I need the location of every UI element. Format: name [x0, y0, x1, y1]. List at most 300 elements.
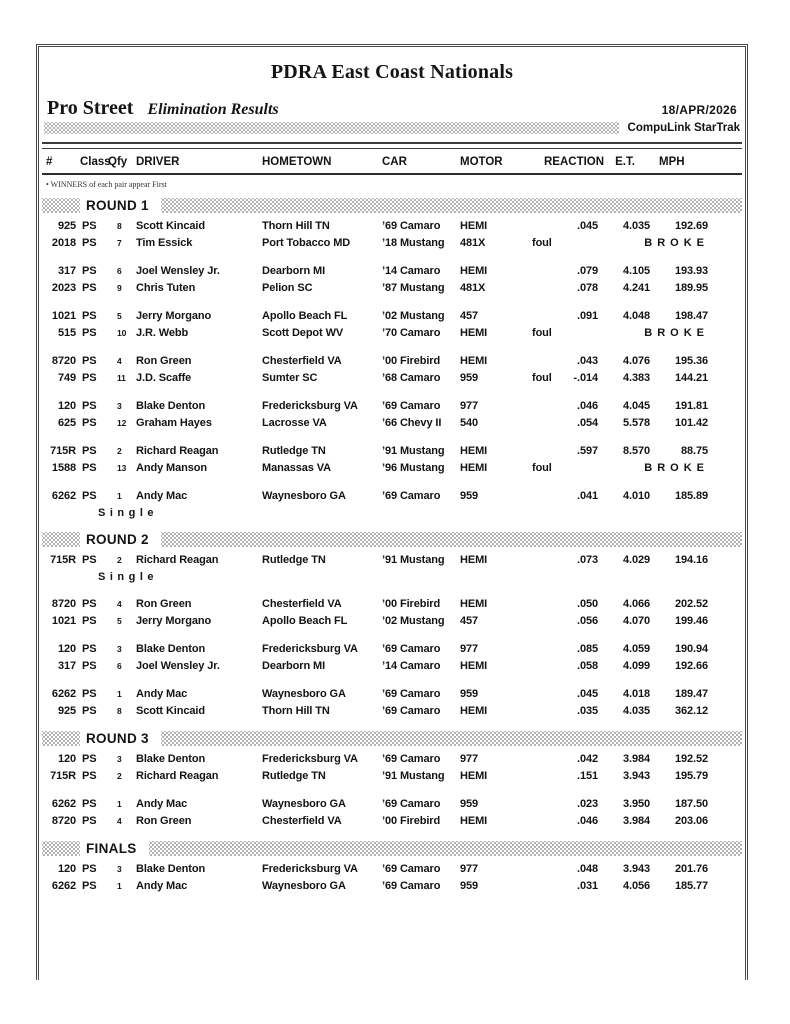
section-header: [42, 841, 742, 856]
elapsed-time: 5.578: [622, 417, 650, 429]
elapsed-time: 4.035: [622, 220, 650, 232]
entry-class: PS: [82, 265, 97, 277]
qualify-position: 1: [117, 491, 122, 501]
entry-class: PS: [82, 705, 97, 717]
driver-name: Andy Mac: [136, 880, 188, 892]
report-type: Elimination Results: [147, 101, 279, 118]
motor: 977: [460, 400, 479, 412]
motor: HEMI: [460, 220, 488, 232]
qualify-position: 8: [117, 706, 122, 716]
elapsed-time: 4.010: [622, 490, 650, 502]
entry-number: 925: [57, 705, 76, 717]
motor: 959: [460, 372, 479, 384]
reaction-cell: [532, 641, 598, 658]
hometown: Chesterfield VA: [262, 598, 342, 610]
section-title: ROUND 2: [86, 532, 149, 547]
motor: 977: [460, 753, 479, 765]
results-body: [42, 198, 742, 895]
col-mph: MPH: [659, 156, 685, 168]
motor: HEMI: [460, 462, 488, 474]
reaction-cell: [532, 488, 598, 505]
single-run-label: Single: [98, 507, 159, 519]
elapsed-time: 4.035: [622, 705, 650, 717]
elapsed-time: 4.105: [622, 265, 650, 277]
elapsed-time: 4.076: [622, 355, 650, 367]
reaction-value: .045: [576, 688, 598, 700]
driver-name: Blake Denton: [136, 400, 206, 412]
driver-name: Richard Reagan: [136, 445, 219, 457]
section-header: [42, 731, 742, 746]
halftone-band: [161, 731, 742, 746]
hometown: Thorn Hill TN: [262, 220, 330, 232]
qualify-position: 1: [117, 881, 122, 891]
hometown: Sumter SC: [262, 372, 318, 384]
qualify-position: 4: [117, 599, 122, 609]
elapsed-time: 4.029: [622, 554, 650, 566]
result-row: [42, 796, 742, 813]
entry-class: PS: [82, 462, 97, 474]
hometown: Chesterfield VA: [262, 355, 342, 367]
motor: HEMI: [460, 265, 488, 277]
car: ’69 Camaro: [382, 753, 441, 765]
motor: HEMI: [460, 660, 488, 672]
driver-name: Ron Green: [136, 355, 192, 367]
foul-flag: foul: [532, 462, 552, 474]
hometown: Dearborn MI: [262, 660, 326, 672]
qualify-position: 6: [117, 266, 122, 276]
qualify-position: 13: [117, 463, 127, 473]
race-pair: [42, 751, 742, 785]
driver-name: Andy Mac: [136, 490, 188, 502]
reaction-value: .035: [576, 705, 598, 717]
hometown: Apollo Beach FL: [262, 310, 348, 322]
speed-mph: 362.12: [674, 705, 708, 717]
race-pair: [42, 596, 742, 630]
reaction-cell: [532, 613, 598, 630]
motor: 481X: [460, 237, 486, 249]
driver-name: Ron Green: [136, 598, 192, 610]
reaction-value: .056: [576, 615, 598, 627]
qualify-position: 5: [117, 616, 122, 626]
driver-name: Jerry Morgano: [136, 310, 212, 322]
entry-number: 8720: [51, 815, 76, 827]
car: ’14 Camaro: [382, 660, 441, 672]
result-row: [42, 861, 742, 878]
speed-mph: 199.46: [674, 615, 708, 627]
entry-class: PS: [82, 598, 97, 610]
result-row: [42, 658, 742, 675]
elapsed-time: 3.943: [622, 863, 650, 875]
car: ’69 Camaro: [382, 880, 441, 892]
entry-class: PS: [82, 445, 97, 457]
reaction-cell: [532, 878, 598, 895]
entry-number: 120: [57, 753, 76, 765]
race-pair: [42, 443, 742, 477]
result-row: [42, 460, 742, 477]
result-row: [42, 641, 742, 658]
speed-mph: 194.16: [674, 554, 708, 566]
elapsed-time: 4.056: [622, 880, 650, 892]
qualify-position: 1: [117, 689, 122, 699]
col-hometown: HOMETOWN: [262, 156, 332, 168]
foul-flag: foul: [532, 372, 552, 384]
reaction-cell: [532, 370, 598, 387]
reaction-cell: [532, 768, 598, 785]
reaction-value: .042: [576, 753, 598, 765]
race-class: Pro Street: [47, 97, 134, 119]
qualify-position: 2: [117, 771, 122, 781]
driver-name: Tim Essick: [136, 237, 193, 249]
qualify-position: 3: [117, 754, 122, 764]
timing-system-row: [42, 122, 742, 134]
result-row: [42, 280, 742, 297]
speed-mph: 187.50: [674, 798, 708, 810]
motor: HEMI: [460, 815, 488, 827]
reaction-value: .046: [576, 400, 598, 412]
elapsed-time: 4.045: [622, 400, 650, 412]
result-row: [42, 370, 742, 387]
reaction-cell: [532, 703, 598, 720]
driver-name: Andy Mac: [136, 688, 188, 700]
result-row: [42, 768, 742, 785]
entry-number: 6262: [51, 798, 76, 810]
race-pair: [42, 488, 742, 521]
event-date: 18/APR/2026: [661, 103, 737, 117]
reaction-value: .085: [576, 643, 598, 655]
qualify-position: 7: [117, 238, 122, 248]
motor: HEMI: [460, 705, 488, 717]
entry-class: PS: [82, 880, 97, 892]
speed-mph: 203.06: [674, 815, 708, 827]
reaction-value: -.014: [573, 372, 598, 384]
result-row: [42, 751, 742, 768]
qualify-position: 3: [117, 864, 122, 874]
result-row: [42, 443, 742, 460]
section-header: [42, 198, 742, 213]
entry-class: PS: [82, 863, 97, 875]
car: ’70 Camaro: [382, 327, 441, 339]
reaction-value: .031: [576, 880, 598, 892]
motor: HEMI: [460, 445, 488, 457]
entry-number: 8720: [51, 355, 76, 367]
motor: 540: [460, 417, 479, 429]
result-row: [42, 325, 742, 342]
broke-flag: BROKE: [644, 327, 709, 339]
car: ’18 Mustang: [382, 237, 445, 249]
elapsed-time: 4.066: [622, 598, 650, 610]
car: ’91 Mustang: [382, 445, 445, 457]
foul-flag: foul: [532, 237, 552, 249]
qualify-position: 4: [117, 816, 122, 826]
driver-name: J.D. Scaffe: [136, 372, 192, 384]
entry-class: PS: [82, 310, 97, 322]
result-row: [42, 703, 742, 720]
foul-flag: foul: [532, 327, 552, 339]
car: ’69 Camaro: [382, 400, 441, 412]
race-pair: [42, 263, 742, 297]
qualify-position: 5: [117, 311, 122, 321]
section-title: ROUND 3: [86, 731, 149, 746]
car: ’00 Firebird: [382, 815, 441, 827]
hometown: Rutledge TN: [262, 770, 326, 782]
reaction-cell: [532, 686, 598, 703]
elapsed-time: 4.099: [622, 660, 650, 672]
reaction-cell: [532, 796, 598, 813]
car: ’69 Camaro: [382, 220, 441, 232]
halftone-band: [42, 198, 80, 213]
race-pair: [42, 861, 742, 895]
driver-name: Andy Manson: [136, 462, 208, 474]
entry-number: 120: [57, 643, 76, 655]
entry-number: 515: [57, 327, 76, 339]
reaction-value: .054: [576, 417, 598, 429]
driver-name: Scott Kincaid: [136, 220, 205, 232]
entry-number: 715R: [50, 770, 76, 782]
reaction-cell: [532, 308, 598, 325]
reaction-cell: [532, 235, 598, 252]
reaction-cell: [532, 415, 598, 432]
speed-mph: 195.36: [674, 355, 708, 367]
hometown: Chesterfield VA: [262, 815, 342, 827]
speed-mph: 189.95: [674, 282, 708, 294]
car: ’68 Camaro: [382, 372, 441, 384]
elapsed-time: 4.070: [622, 615, 650, 627]
reaction-cell: [532, 280, 598, 297]
result-row: [42, 552, 742, 569]
speed-mph: 193.93: [674, 265, 708, 277]
reaction-cell: [532, 813, 598, 830]
qualify-position: 1: [117, 799, 122, 809]
driver-name: Ron Green: [136, 815, 192, 827]
halftone-band: [149, 841, 742, 856]
reaction-cell: [532, 658, 598, 675]
driver-name: Chris Tuten: [136, 282, 196, 294]
entry-number: 715R: [50, 445, 76, 457]
motor: 457: [460, 310, 479, 322]
reaction-cell: [532, 353, 598, 370]
entry-class: PS: [82, 615, 97, 627]
elapsed-time: 3.950: [622, 798, 650, 810]
result-row: [42, 353, 742, 370]
entry-class: PS: [82, 798, 97, 810]
entry-number: 6262: [51, 688, 76, 700]
speed-mph: 185.77: [674, 880, 708, 892]
entry-number: 6262: [51, 490, 76, 502]
motor: HEMI: [460, 554, 488, 566]
reaction-cell: [532, 596, 598, 613]
driver-name: Blake Denton: [136, 643, 206, 655]
result-row: [42, 308, 742, 325]
motor: HEMI: [460, 598, 488, 610]
reaction-value: .043: [576, 355, 598, 367]
car: ’69 Camaro: [382, 705, 441, 717]
entry-class: PS: [82, 643, 97, 655]
result-row: [42, 613, 742, 630]
reaction-value: .078: [576, 282, 598, 294]
hometown: Waynesboro GA: [262, 490, 346, 502]
speed-mph: 185.89: [674, 490, 708, 502]
hometown: Pelion SC: [262, 282, 313, 294]
col-motor: MOTOR: [460, 156, 503, 168]
car: ’02 Mustang: [382, 310, 445, 322]
result-row: [42, 398, 742, 415]
single-run-label: Single: [98, 571, 159, 583]
elapsed-time: 3.984: [622, 753, 650, 765]
entry-class: PS: [82, 355, 97, 367]
driver-name: Blake Denton: [136, 863, 206, 875]
motor: HEMI: [460, 770, 488, 782]
qualify-position: 9: [117, 283, 122, 293]
speed-mph: 198.47: [674, 310, 708, 322]
entry-class: PS: [82, 770, 97, 782]
motor: 457: [460, 615, 479, 627]
motor: HEMI: [460, 327, 488, 339]
reaction-value: .073: [576, 554, 598, 566]
divider-top: [42, 142, 742, 149]
halftone-band: [161, 532, 742, 547]
reaction-value: .046: [576, 815, 598, 827]
result-row: [42, 878, 742, 895]
elapsed-time: 4.059: [622, 643, 650, 655]
speed-mph: 192.66: [674, 660, 708, 672]
halftone-band: [42, 841, 80, 856]
car: ’66 Chevy II: [382, 417, 442, 429]
qualify-position: 8: [117, 221, 122, 231]
qualify-position: 6: [117, 661, 122, 671]
col-reaction: REACTION: [544, 156, 605, 168]
entry-class: PS: [82, 400, 97, 412]
reaction-value: .151: [576, 770, 598, 782]
motor: 959: [460, 490, 479, 502]
reaction-cell: [532, 325, 598, 342]
qualify-position: 4: [117, 356, 122, 366]
elapsed-time: 4.018: [622, 688, 650, 700]
reaction-value: .045: [576, 220, 598, 232]
result-row: [42, 263, 742, 280]
reaction-value: .048: [576, 863, 598, 875]
car: ’91 Mustang: [382, 770, 445, 782]
broke-flag: BROKE: [644, 462, 709, 474]
qualify-position: 3: [117, 401, 122, 411]
reaction-value: .041: [576, 490, 598, 502]
elapsed-time: 8.570: [622, 445, 650, 457]
entry-class: PS: [82, 688, 97, 700]
section-round-1: [42, 198, 742, 521]
entry-number: 8720: [51, 598, 76, 610]
driver-name: Richard Reagan: [136, 554, 219, 566]
speed-mph: 88.75: [680, 445, 708, 457]
car: ’00 Firebird: [382, 355, 441, 367]
speed-mph: 201.76: [674, 863, 708, 875]
entry-number: 1021: [51, 615, 76, 627]
reaction-cell: [532, 751, 598, 768]
car: ’02 Mustang: [382, 615, 445, 627]
entry-number: 120: [57, 400, 76, 412]
car: ’96 Mustang: [382, 462, 445, 474]
subheader: [42, 97, 742, 120]
hometown: Fredericksburg VA: [262, 753, 358, 765]
result-row: [42, 235, 742, 252]
elapsed-time: 3.943: [622, 770, 650, 782]
motor: 959: [460, 880, 479, 892]
hometown: Rutledge TN: [262, 554, 326, 566]
qualify-position: 10: [117, 328, 127, 338]
reaction-value: .079: [576, 265, 598, 277]
halftone-band: [42, 731, 80, 746]
race-pair: [42, 218, 742, 252]
reaction-cell: [532, 263, 598, 280]
reaction-cell: [532, 398, 598, 415]
hometown: Apollo Beach FL: [262, 615, 348, 627]
driver-name: Graham Hayes: [136, 417, 212, 429]
reaction-value: .091: [576, 310, 598, 322]
motor: 959: [460, 798, 479, 810]
entry-class: PS: [82, 554, 97, 566]
entry-class: PS: [82, 220, 97, 232]
race-pair: [42, 552, 742, 585]
hometown: Port Tobacco MD: [262, 237, 351, 249]
section-round-2: [42, 532, 742, 720]
col-car: CAR: [382, 156, 407, 168]
motor: 977: [460, 643, 479, 655]
motor: 481X: [460, 282, 486, 294]
hometown: Dearborn MI: [262, 265, 326, 277]
motor: 977: [460, 863, 479, 875]
entry-number: 749: [57, 372, 76, 384]
car: ’14 Camaro: [382, 265, 441, 277]
hometown: Waynesboro GA: [262, 688, 346, 700]
driver-name: Andy Mac: [136, 798, 188, 810]
hometown: Fredericksburg VA: [262, 643, 358, 655]
driver-name: Blake Denton: [136, 753, 206, 765]
reaction-value: .023: [576, 798, 598, 810]
hometown: Manassas VA: [262, 462, 332, 474]
section-header: [42, 532, 742, 547]
column-header-row: [42, 149, 742, 173]
driver-name: J.R. Webb: [136, 327, 189, 339]
reaction-value: .058: [576, 660, 598, 672]
entry-number: 317: [57, 265, 76, 277]
qualify-position: 2: [117, 446, 122, 456]
timing-system: CompuLink StarTrak: [627, 122, 740, 134]
section-round-3: [42, 731, 742, 830]
speed-mph: 189.47: [674, 688, 708, 700]
car: ’87 Mustang: [382, 282, 445, 294]
hometown: Scott Depot WV: [262, 327, 344, 339]
col-driver: DRIVER: [136, 156, 180, 168]
col-number: #: [46, 156, 53, 168]
entry-number: 625: [57, 417, 76, 429]
reaction-cell: [532, 460, 598, 477]
result-row: [42, 218, 742, 235]
entry-number: 925: [57, 220, 76, 232]
hometown: Rutledge TN: [262, 445, 326, 457]
car: ’69 Camaro: [382, 490, 441, 502]
reaction-cell: [532, 552, 598, 569]
car: ’69 Camaro: [382, 798, 441, 810]
race-pair: [42, 641, 742, 675]
reaction-cell: [532, 861, 598, 878]
hometown: Waynesboro GA: [262, 880, 346, 892]
entry-number: 1021: [51, 310, 76, 322]
entry-number: 2023: [51, 282, 76, 294]
entry-class: PS: [82, 660, 97, 672]
reaction-value: .597: [576, 445, 598, 457]
section-title: FINALS: [86, 841, 137, 856]
entry-class: PS: [82, 372, 97, 384]
speed-mph: 144.21: [674, 372, 708, 384]
results-sheet: [36, 44, 748, 980]
